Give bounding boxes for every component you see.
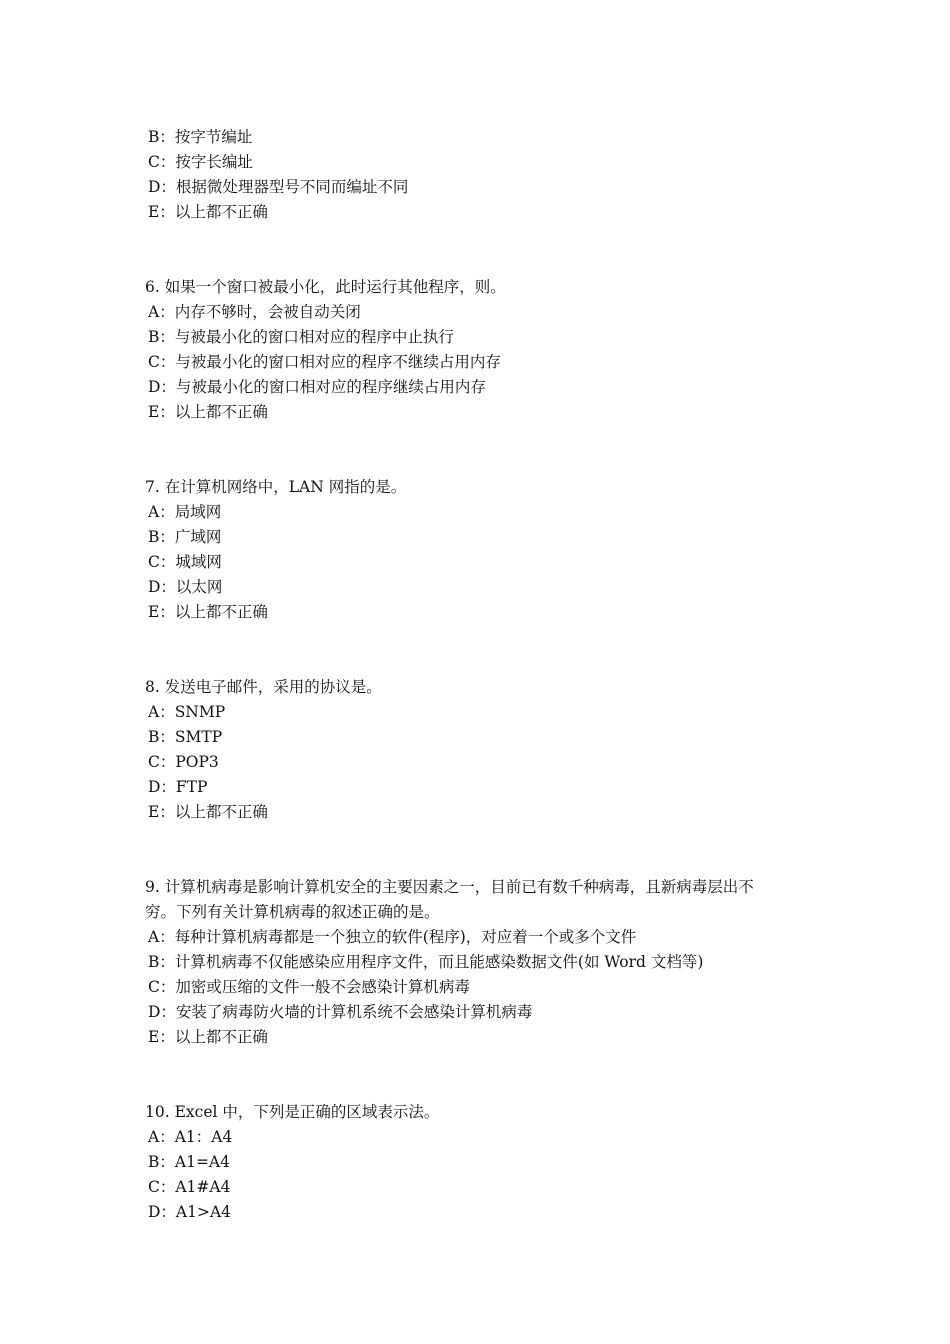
option-a: A：每种计算机病毒都是一个独立的软件(程序)，对应着一个或多个文件 (148, 928, 637, 946)
option-d: D：根据微处理器型号不同而编址不同 (148, 178, 409, 196)
option-c: C：与被最小化的窗口相对应的程序不继续占用内存 (148, 353, 501, 371)
carryover-options (145, 125, 815, 225)
option-e: E：以上都不正确 (148, 403, 268, 421)
option-e: E：以上都不正确 (148, 1028, 268, 1046)
option-a: A：内存不够时，会被自动关闭 (148, 303, 361, 321)
question-8 (145, 675, 815, 825)
option-a: A：局域网 (148, 503, 222, 521)
question-text: 8. 发送电子邮件，采用的协议是。 (145, 678, 382, 696)
question-7 (145, 475, 815, 625)
option-c: C：加密或压缩的文件一般不会感染计算机病毒 (148, 978, 470, 996)
option-b: B：A1=A4 (148, 1153, 230, 1171)
question-9 (145, 875, 815, 1050)
question-6 (145, 275, 815, 425)
option-e: E：以上都不正确 (148, 803, 268, 821)
option-d: D：FTP (148, 778, 208, 796)
option-e: E：以上都不正确 (148, 603, 268, 621)
option-b: B：SMTP (148, 728, 223, 746)
question-list (145, 125, 815, 1225)
option-a: A：A1：A4 (148, 1128, 233, 1146)
option-e: E：以上都不正确 (148, 203, 268, 221)
option-a: A：SNMP (148, 703, 226, 721)
question-text-line-2: 穷。下列有关计算机病毒的叙述正确的是。 (145, 903, 440, 921)
option-c: C：POP3 (148, 753, 219, 771)
question-text-line-1: 9. 计算机病毒是影响计算机安全的主要因素之一，目前已有数千种病毒，且新病毒层出不 (145, 878, 754, 896)
option-d: D：安装了病毒防火墙的计算机系统不会感染计算机病毒 (148, 1003, 533, 1021)
option-c: C：A1#A4 (148, 1178, 231, 1196)
option-d: D：与被最小化的窗口相对应的程序继续占用内存 (148, 378, 486, 396)
option-c: C：城域网 (148, 553, 222, 571)
option-b: B：广域网 (148, 528, 222, 546)
option-c: C：按字长编址 (148, 153, 253, 171)
option-b: B：计算机病毒不仅能感染应用程序文件，而且能感染数据文件(如 Word 文档等) (148, 953, 704, 971)
option-b: B：与被最小化的窗口相对应的程序中止执行 (148, 328, 454, 346)
question-text: 10. Excel 中，下列是正确的区域表示法。 (145, 1103, 440, 1121)
question-text: 7. 在计算机网络中，LAN 网指的是。 (145, 478, 407, 496)
option-d: D：A1>A4 (148, 1203, 232, 1221)
question-text: 6. 如果一个窗口被最小化，此时运行其他程序，则。 (145, 278, 506, 296)
option-d: D：以太网 (148, 578, 223, 596)
option-b: B：按字节编址 (148, 128, 253, 146)
question-10 (145, 1100, 815, 1225)
